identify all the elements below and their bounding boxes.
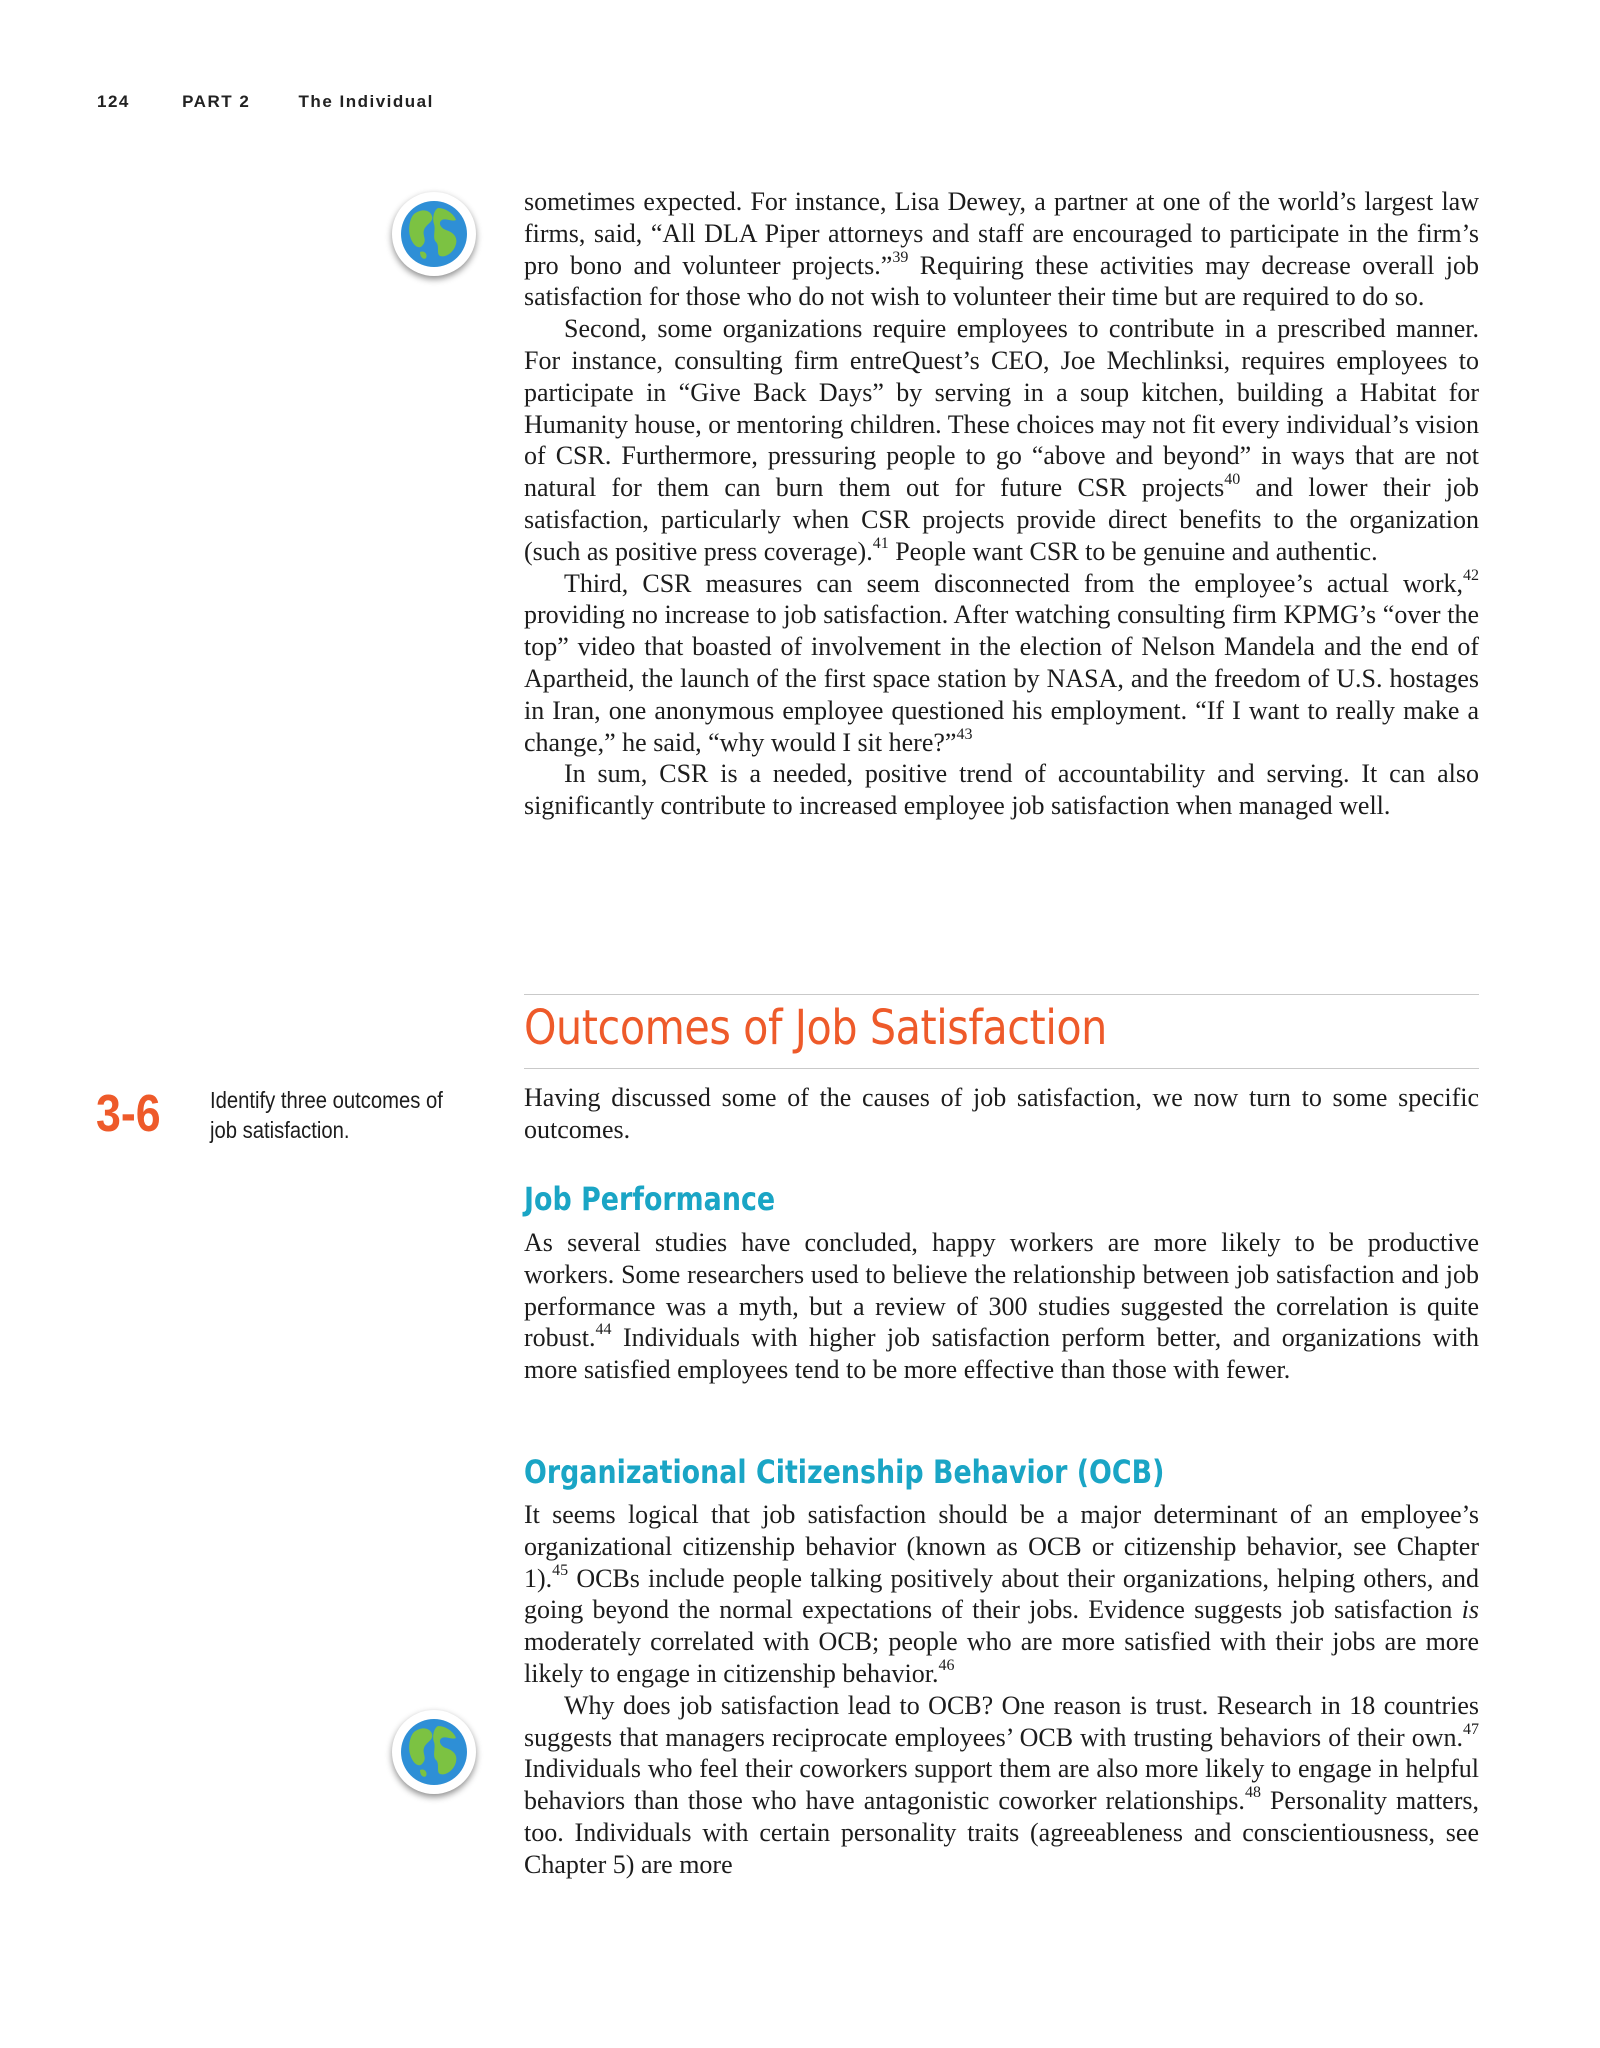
text-run: OCBs include people talking positively about their organizations, helping others, and going beyond the normal expectations of their jobs. Evidence suggests job satisfaction [524,1563,1479,1625]
text-run: People want CSR to be genuine and authentic. [888,536,1378,566]
section-intro [524,1082,1479,1146]
footnote-ref: 45 [552,1561,569,1579]
paragraph [524,1227,1479,1386]
text-run: and lower their job satisfaction, particularly when CSR projects provide direct benefits to the organization (such as positive press coverage). [524,473,1479,566]
running-head [97,92,434,112]
text-run: Third, CSR measures can seem disconnected from the employee’s actual work, [564,568,1463,598]
emphasis: is [1461,1595,1479,1625]
paragraph [524,568,1479,759]
footnote-ref: 48 [1244,1784,1261,1802]
paragraph [524,1690,1479,1881]
section-rule-bottom [524,1068,1479,1069]
section-title: Outcomes of Job Satisfaction [524,1000,1107,1056]
globe-icon [392,1710,476,1794]
section-rule-top [524,994,1479,995]
text-run: Requiring these activities may decrease overall job satisfaction for those who do not wish to volunteer their time but are required to do so. [524,250,1479,312]
text-run: Why does job satisfaction lead to OCB? One reason is trust. Research in 18 countries suggests that managers reciprocate employees’ OCB with trusting behaviors of their own. [524,1690,1479,1752]
text-run: sometimes expected. For instance, Lisa Dewey, a partner at one of the world’s largest law firms, said, “All DLA Piper attorneys and staff are encouraged to participate in the firm’s pro bono and volunteer projects.” [524,187,1479,280]
globe-icon-graphic [400,200,468,268]
text-run: providing no increase to job satisfaction. After watching consulting firm KPMG’s “over the top” video that boasted of involvement in the election of Nelson Mandela and the end of Apartheid, the launch of the first space station by NASA, and the freedom of U.S. hostages in Iran, one anonymous employee questioned his employment. “If I want to really make a change,” he said, “why would I sit here?” [524,600,1479,757]
text-run: Individuals with higher job satisfaction perform better, and organizations with more satisfied employees tend to be more effective than those with fewer. [524,1323,1479,1385]
globe-icon [392,192,476,276]
footnote-ref: 43 [956,725,973,743]
paragraph [524,186,1479,313]
footnote-ref: 46 [938,1656,955,1674]
globe-icon-graphic [400,1718,468,1786]
footnote-ref: 47 [1463,1720,1479,1738]
body-text-top [524,186,1479,822]
text-run: Having discussed some of the causes of job satisfaction, we now turn to some specific outcomes. [524,1083,1479,1144]
text-run: Second, some organizations require employees to contribute in a prescribed manner. For instance, consulting firm entreQuest’s CEO, Joe Mechlinksi, requires employees to participate in “Give Back Days” by serving in a soup kitchen, building a Habitat for Humanity house, or mentoring children. These choices may not fit every individual’s vision of CSR. Furthermore, pressuring people to go “above and beyond” in ways that are not natural for them can burn them out for future CSR projects [524,314,1479,503]
ocb-text [524,1499,1479,1881]
job-performance-text [524,1227,1479,1386]
footnote-ref: 39 [892,248,909,266]
footnote-ref: 41 [872,534,889,552]
paragraph [524,313,1479,567]
subheading-job-performance: Job Performance [524,1180,776,1218]
text-run: Individuals who feel their coworkers support them are also more likely to engage in helpful behaviors than those who have antagonistic coworker relationships. [524,1754,1479,1816]
text-run: moderately correlated with OCB; people who are more satisfied with their jobs are more likely to engage in citizenship behavior. [524,1627,1479,1688]
footnote-ref: 40 [1224,471,1241,489]
part-title: The Individual [298,92,434,111]
subheading-ocb: Organizational Citizenship Behavior (OCB) [524,1453,1165,1491]
learning-objective-text: Identify three outcomes of job satisfaction. [210,1087,443,1143]
text-run: In sum, CSR is a needed, positive trend of accountability and serving. It can also significantly contribute to increased employee job satisfaction when managed well. [524,759,1479,821]
paragraph [524,758,1479,822]
learning-objective-number: 3-6 [96,1085,161,1143]
part-label: PART 2 [182,92,251,111]
paragraph [524,1499,1479,1690]
footnote-ref: 44 [595,1321,612,1339]
paragraph [524,1082,1479,1146]
text-run: Personality matters, too. Individuals with certain personality traits (agreeableness and conscientiousness, see Chapter 5) are more [524,1786,1480,1879]
footnote-ref: 42 [1463,566,1479,584]
text-run: It seems logical that job satisfaction should be a major determinant of an employee’s organizational citizenship behavior (known as OCB or citizenship behavior, see Chapter 1). [524,1500,1479,1593]
page-number: 124 [97,92,130,111]
text-run: As several studies have concluded, happy workers are more likely to be productive workers. Some researchers used to believe the relationship between job satisfaction and job performance was a myth, but a review of 300 studies suggested the correlation is quite robust. [524,1228,1479,1353]
